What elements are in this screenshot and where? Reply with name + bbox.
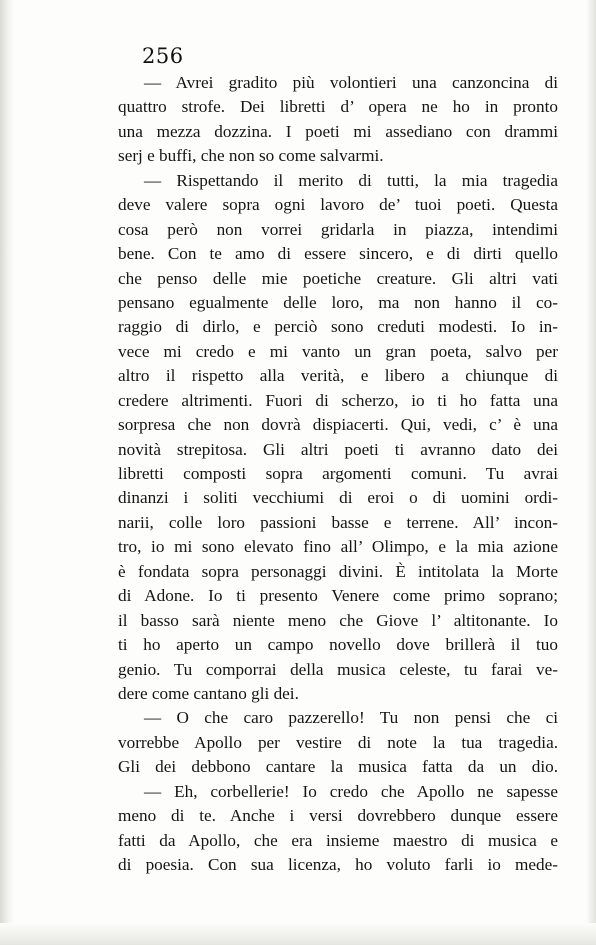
page-left-edge-shadow [0,0,14,945]
text-line: bene. Con te amo di essere sincero, e di dirti quello [118,244,558,264]
text-line: — O che caro pazzerello! Tu non pensi che ci [144,708,558,728]
text-line: è fondata sopra personaggi divini. È intitolata la Morte [118,561,558,581]
text-line: pensano egualmente delle loro, ma non hanno il co- [118,292,558,312]
text-line: di poesia. Con sua licenza, ho voluto farli io mede- [118,855,558,874]
text-line: narii, colle loro passioni basse e terrene. All’ incon- [118,512,558,532]
text-line: Gli dei debbono cantare la musica fatta da un dio. [118,757,558,777]
text-line: dere come cantano gli dei. [118,683,299,703]
page-number: 256 [142,44,184,68]
text-line: che penso delle mie poetiche creature. Gli altri vati [118,268,558,288]
text-line: — Avrei gradito più volontieri una canzoncina di [144,73,558,92]
text-line: il basso sarà niente meno che Giove l’ altitonante. Io [118,610,558,630]
text-line: credere altrimenti. Fuori di scherzo, io ti ho fatta una [118,390,558,410]
text-line: raggio di dirlo, e perciò sono creduti modesti. Io in- [118,317,558,337]
text-line: di Adone. Io ti presento Venere come primo soprano; [118,586,558,606]
page-right-edge-shadow [586,0,596,945]
text-line: — Eh, corbellerie! Io credo che Apollo ne sapesse [144,781,558,801]
text-line: fatti da Apollo, che era insieme maestro di musica e [118,830,558,850]
text-line: tro, io mi sono elevato fino all’ Olimpo, e la mia azione [118,537,558,557]
text-line: sorpresa che non dovrà dispiacerti. Qui, vedi, c’ è una [118,415,558,435]
text-line: vece mi credo e mi vanto un gran poeta, salvo per [118,341,558,361]
text-line: una mezza dozzina. I poeti mi assediano con drammi [118,121,558,141]
text-line: quattro strofe. Dei libretti d’ opera ne ho in pronto [118,97,558,117]
text-line: genio. Tu comporrai della musica celeste, tu farai ve- [118,659,558,679]
text-line: ti ho aperto un campo novello dove brillerà il tuo [118,635,558,655]
text-line: altro il rispetto alla verità, e libero a chiunque di [118,366,558,386]
page-bottom-edge-shadow [0,923,596,945]
text-line: deve valere sopra ogni lavoro de’ tuoi poeti. Questa [118,195,558,215]
text-line: dinanzi i soliti vecchiumi di eroi o di uomini ordi- [118,488,558,508]
text-line: serj e buffi, che non so come salvarmi. [118,146,384,166]
text-line: meno di te. Anche i versi dovrebbero dunque essere [118,806,558,826]
text-line: vorrebbe Apollo per vestire di note la tua tragedia. [118,732,558,752]
text-line: novità strepitosa. Gli altri poeti ti avranno dato dei [118,439,558,459]
text-line: cosa però non vorrei gridarla in piazza, intendimi [118,219,558,239]
text-line: — Rispettando il merito di tutti, la mia tragedia [144,170,558,190]
text-line: libretti composti sopra argomenti comuni. Tu avrai [118,464,558,483]
body-text [118,71,558,877]
